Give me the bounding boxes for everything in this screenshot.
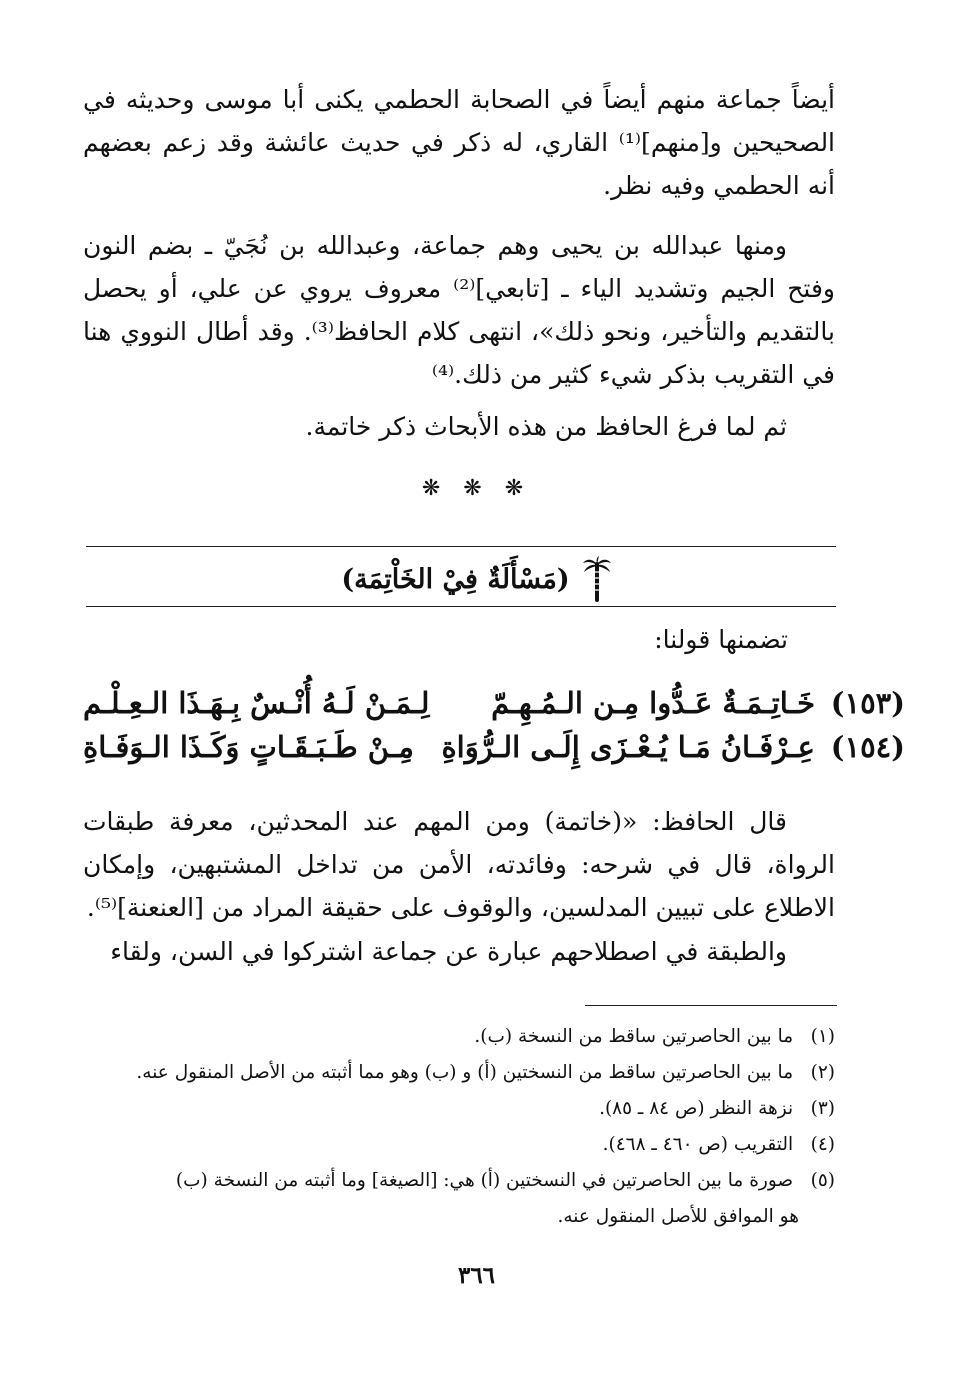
verse-second-hemistich: مِـنْ طَـبَـقَـاتٍ وَكَـذَا الـوَفَـاةِ (83, 730, 414, 764)
footnote (83, 1019, 835, 1055)
footnote (83, 1055, 835, 1091)
footnote-text: ما بين الحاصرتين ساقط من النسختين (أ) و (ب) وهو مما أثبته من الأصل المنقول عنه. (136, 1062, 794, 1083)
verse-number: (١٥٣) (830, 686, 905, 720)
paragraph-1: أيضاً جماعة منهم أيضاً في الصحابة الحطمي يكنى أبا موسى وحديثه في الصحيحين و[منهم]⁽¹⁾ القاري، له ذكر في حديث عائشة وقد زعم بعضهم أنه الحطمي وفيه نظر. (83, 85, 836, 200)
verse-line (83, 686, 905, 736)
footnote-text: ما بين الحاصرتين ساقط من النسخة (ب). (474, 1026, 794, 1047)
verse-number: (١٥٤) (830, 730, 905, 764)
footnote-text: نزهة النظر (ص ٨٤ ـ ٨٥). (599, 1098, 794, 1119)
footnote-text-continuation: هو الموافق للأصل المنقول عنه. (557, 1206, 799, 1227)
footnote-number: (١) (810, 1026, 835, 1047)
verse-intro: تضمنها قولنا: (654, 625, 788, 654)
paragraph-3: ثم لما فرغ الحافظ من هذه الأبحاث ذكر خاتمة. (305, 412, 787, 441)
footnote-text: صورة ما بين الحاصرتين في النسختين (أ) هي: [الصيغة] وما أثبته من النسخة (ب) (175, 1170, 794, 1191)
footnote-number: (٤) (810, 1134, 835, 1155)
palm-tree-icon (582, 556, 612, 602)
verse-line (83, 730, 905, 780)
footnote (83, 1127, 835, 1163)
footnote-separator (585, 1005, 837, 1006)
footnote-number: (٥) (810, 1170, 835, 1191)
paragraph-4: قال الحافظ: «(خاتمة) ومن المهم عند المحدثين، معرفة طبقات الرواة، قال في شرحه: وفائدته، الأمن من تداخل المشتبهين، وإمكان الاطلاع على تبيين المدلسين، والوقوف على حقيقة المراد من [العنعنة]⁽⁵⁾. (83, 807, 835, 922)
footnote (83, 1163, 835, 1235)
footnote (83, 1091, 835, 1127)
paragraph-5: والطبقة في اصطلاحهم عبارة عن جماعة اشتركوا في السن، ولقاء (110, 937, 787, 966)
verse-second-hemistich: لِـمَـنْ لَـهُ أُنْـسٌ بِـهَـذَا الـعِـلْـم (83, 686, 430, 720)
footnote-text: التقريب (ص ٤٦٠ ـ ٤٦٨). (602, 1134, 794, 1155)
verse-first-hemistich: عِـرْفَـانُ مَـا يُـعْـزَى إِلَـى الـرُّوَاةِ (441, 730, 815, 764)
page-number: ٣٦٦ (457, 1262, 496, 1289)
heading-bottom-rule (86, 606, 836, 607)
section-heading (0, 553, 953, 605)
verse-first-hemistich: خَـاتِـمَـةٌ عَـدُّوا مِـن الـمُـهِـمّ (491, 686, 815, 720)
section-title: (مَسْأَلَةٌ فِيْ الخَاْتِمَة) (341, 563, 570, 595)
footnote-number: (٣) (810, 1098, 835, 1119)
paragraph-2: ومنها عبدالله بن يحيى وهم جماعة، وعبدالله بن نُجَيّ ـ بضم النون وفتح الجيم وتشديد الياء ـ [تابعي]⁽²⁾ معروف يروي عن علي، أو يحصل بالتقديم والتأخير، ونحو ذلك»، انتهى كلام الحافظ⁽³⁾. وقد أطال النووي هنا في التقريب بذكر شيء كثير من ذلك.⁽⁴⁾ (83, 231, 835, 389)
section-separator-stars: ❋ ❋ ❋ (421, 476, 532, 501)
footnote-number: (٢) (810, 1062, 835, 1083)
heading-top-rule (86, 546, 836, 547)
